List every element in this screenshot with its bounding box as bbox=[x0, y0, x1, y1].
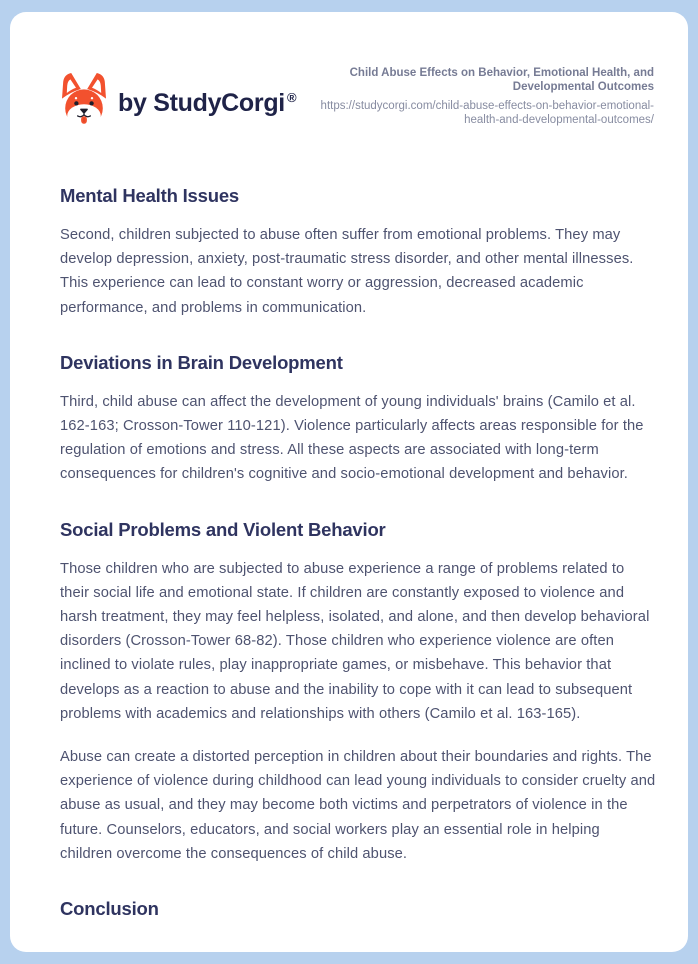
corgi-logo-icon bbox=[60, 72, 108, 135]
section-heading-social-problems: Social Problems and Violent Behavior bbox=[60, 518, 386, 540]
article-content bbox=[60, 185, 654, 920]
brand-name-text: by StudyCorgi bbox=[118, 89, 285, 117]
document-card bbox=[10, 12, 688, 952]
section-heading-conclusion: Conclusion bbox=[60, 898, 159, 920]
section-heading-brain-development: Deviations in Brain Development bbox=[60, 351, 343, 373]
document-url-link[interactable]: https://studycorgi.com/child-abuse-effects-on-behavior-emotional-health-and-developmental-outcomes/ bbox=[320, 100, 654, 126]
document-meta bbox=[306, 64, 654, 127]
paragraph-brain-development: Third, child abuse can affect the development of young individuals' brains (Camilo et al. 162-163; Crosson-Tower 110-121). Violence particularly affects areas responsible for the regulation of emotions and stress. All these aspects are associated with long-term consequences for children's cognitive and socio-emotional development and behavior. bbox=[60, 393, 644, 483]
document-header bbox=[60, 64, 654, 135]
paragraph-social-problems-1: Those children who are subjected to abuse experience a range of problems related to their social life and emotional state. If children are constantly exposed to violence and harsh treatment, they may feel helpless, isolated, and alone, and then develop behavioral disorders (Crosson-Tower 68-82). Those children who experience violence are often inclined to violate rules, play inappropriate games, or misbehave. This behavior that develops as a reaction to abuse and the inability to cope with it can lead to subsequent problems with academics and relationships with others (Camilo et al. 163-165). bbox=[60, 560, 650, 722]
document-title: Child Abuse Effects on Behavior, Emotional Health, and Developmental Outcomes bbox=[349, 67, 654, 93]
registered-trademark-symbol: ® bbox=[286, 89, 297, 105]
brand-name bbox=[118, 89, 296, 118]
studycorgi-brand bbox=[60, 72, 296, 135]
section-heading-mental-health-issues: Mental Health Issues bbox=[60, 185, 240, 206]
paragraph-mental-health: Second, children subjected to abuse often suffer from emotional problems. They may develop depression, anxiety, post-traumatic stress disorder, and other mental illnesses. This experience can lead to constant worry or aggression, decreased academic performance, and problems in communication. bbox=[60, 227, 634, 316]
paragraph-social-problems-2: Abuse can create a distorted perception in children about their boundaries and rights. The experience of violence during childhood can lead young individuals to consider cruelty and abuse as usual, and they may become both victims and perpetrators of violence in the future. Counselors, educators, and social workers play an essential role in helping children overcome the consequences of child abuse. bbox=[60, 749, 656, 862]
